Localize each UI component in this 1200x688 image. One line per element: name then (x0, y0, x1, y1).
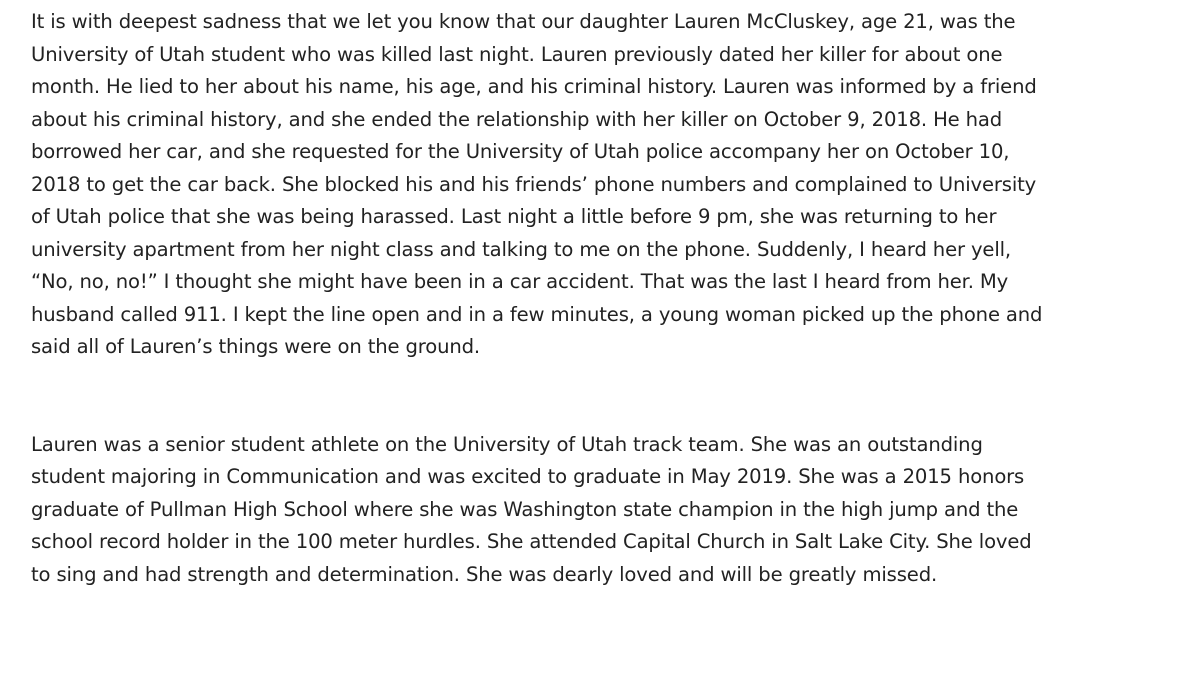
paragraph-1-line-8: university apartment from her night class and talking to me on the phone. Suddenly, I heard her yell, (31, 237, 1011, 261)
paragraph-2-line-5: to sing and had strength and determination. She was dearly loved and will be greatly missed. (31, 562, 938, 586)
statement-document (31, 6, 1181, 591)
paragraph-1-line-3: month. He lied to her about his name, his age, and his criminal history. Lauren was informed by a friend (31, 75, 1037, 98)
paragraph-1-line-2: University of Utah student who was killed last night. Lauren previously dated her killer for about one (31, 42, 1003, 66)
paragraph-2-line-3: graduate of Pullman High School where she was Washington state champion in the high jump and the (31, 497, 1019, 521)
paragraph-1-line-11: said all of Lauren’s things were on the ground. (31, 335, 481, 358)
paragraph-2-line-2: student majoring in Communication and was excited to graduate in May 2019. She was a 2015 honors (31, 465, 1025, 488)
paragraph-2 (31, 429, 1181, 592)
paragraph-1-line-1: It is with deepest sadness that we let you know that our daughter Lauren McCluskey, age 21, was the (31, 10, 1016, 33)
paragraph-1-line-4: about his criminal history, and she ended the relationship with her killer on October 9, 2018. He had (31, 107, 1003, 131)
paragraph-1-line-6: 2018 to get the car back. She blocked his and his friends’ phone numbers and complained to University (31, 172, 1037, 196)
paragraph-spacer (31, 364, 1181, 429)
paragraph-1 (31, 6, 1181, 364)
paragraph-2-line-1: Lauren was a senior student athlete on the University of Utah track team. She was an outstanding (31, 432, 983, 456)
paragraph-1-line-5: borrowed her car, and she requested for the University of Utah police accompany her on October 10, (31, 140, 1010, 163)
paragraph-1-line-7: of Utah police that she was being harassed. Last night a little before 9 pm, she was returning to her (31, 205, 997, 228)
paragraph-1-line-10: husband called 911. I kept the line open and in a few minutes, a young woman picked up the phone and (31, 302, 1043, 326)
paragraph-1-line-9: “No, no, no!” I thought she might have been in a car accident. That was the last I heard from her. My (31, 270, 1009, 293)
paragraph-2-line-4: school record holder in the 100 meter hurdles. She attended Capital Church in Salt Lake City. She loved (31, 530, 1032, 553)
